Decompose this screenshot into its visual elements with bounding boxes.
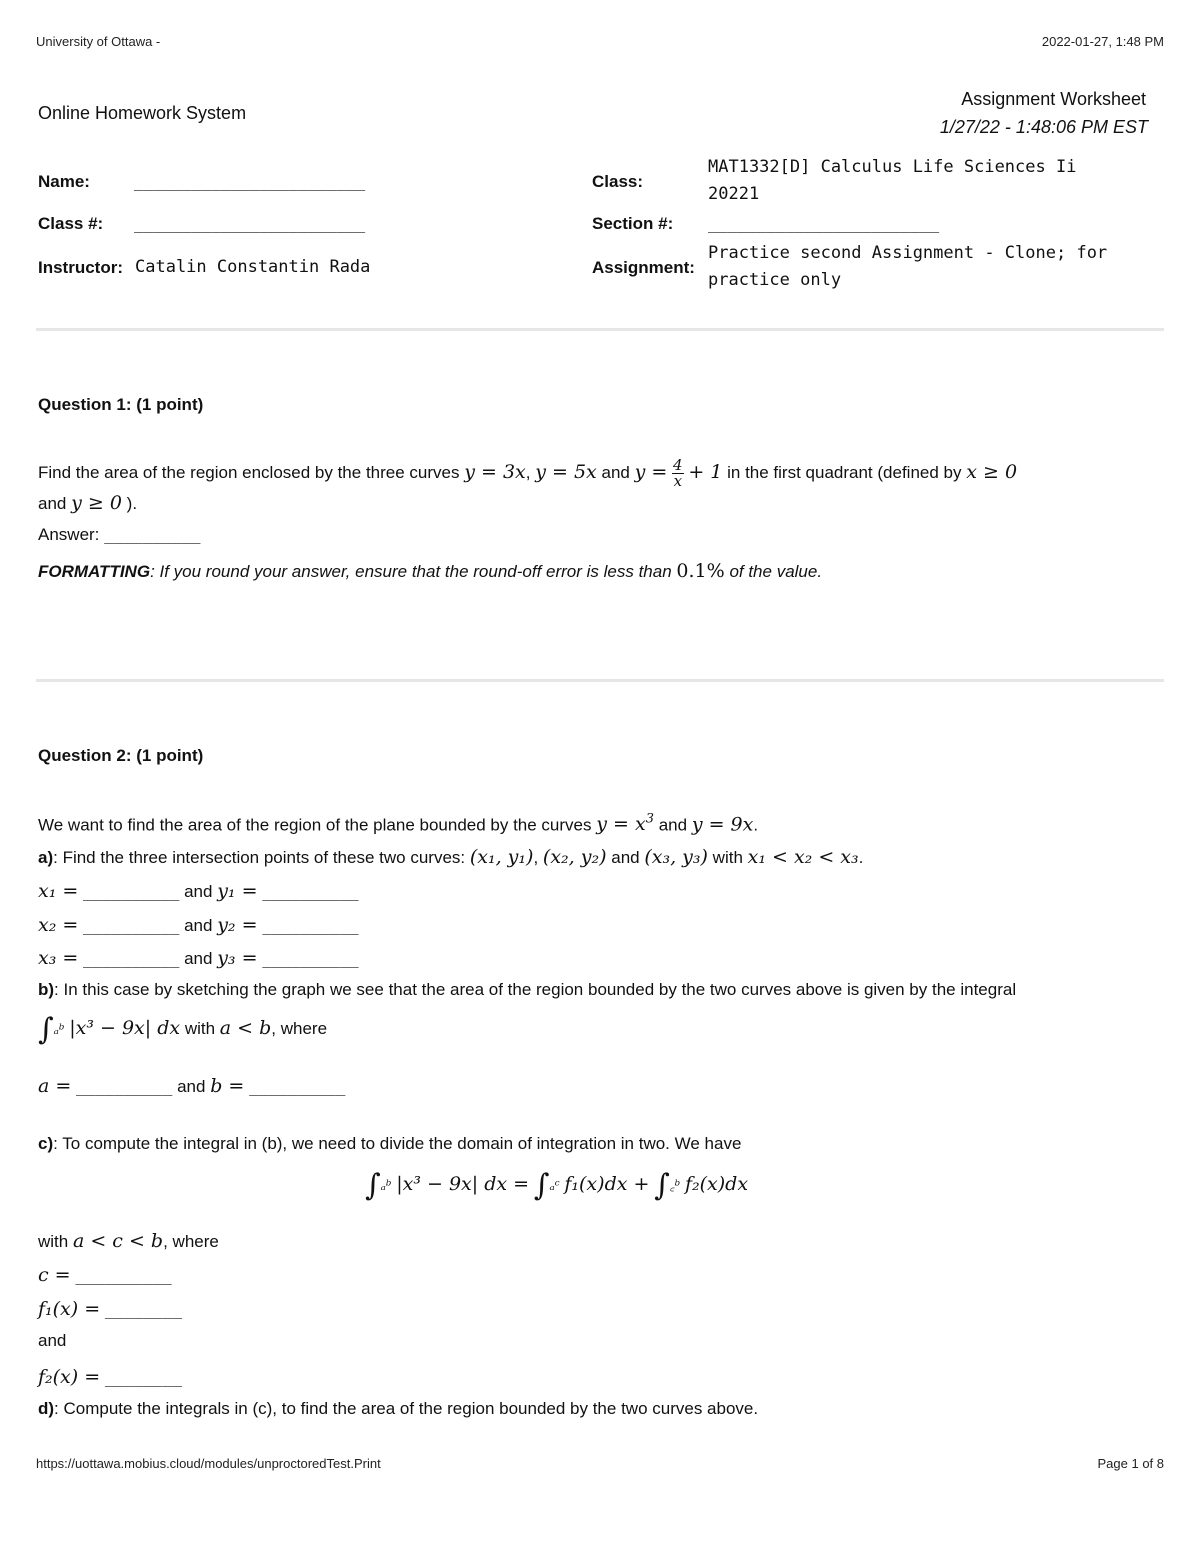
text: and: [184, 916, 213, 935]
condition-row: [38, 1230, 219, 1252]
part-label: d): [38, 1399, 55, 1418]
answer-field[interactable]: __________: [262, 882, 359, 901]
numerator: 4: [673, 456, 683, 474]
equation: f₂(x)dx: [684, 1172, 749, 1195]
assignment-value-line1: Practice second Assignment - Clone; for: [708, 243, 1108, 263]
part-label: c): [38, 1134, 54, 1153]
answer-label: Answer:: [38, 525, 100, 544]
equation: y₂ =: [217, 914, 258, 936]
part-label: a): [38, 848, 54, 867]
question-title: Question 2: (1 point): [38, 746, 204, 765]
and-text: and: [38, 1331, 67, 1350]
text: : To compute the integral in (b), we need to divide the domain of integration in two. We have: [53, 1134, 742, 1153]
text: and: [601, 462, 630, 482]
assignment-value-line2: practice only: [708, 270, 842, 290]
question-title: Question 1: (1 point): [38, 395, 204, 414]
divider: [36, 679, 1164, 682]
equation: a < c < b: [72, 1230, 164, 1252]
text: and: [38, 494, 67, 513]
text: : Compute the integrals in (c), to find the area of the region bounded by the two curves above.: [54, 1399, 759, 1418]
equation-base: y = x: [596, 813, 646, 836]
footer-url: https://uottawa.mobius.cloud/modules/unproctoredTest.Print: [36, 1456, 381, 1471]
answer-row: [38, 1298, 182, 1320]
display-equation: [365, 1168, 748, 1203]
answer-field[interactable]: __________: [249, 1077, 346, 1096]
text: We want to find the area of the region of the plane bounded by the curves: [38, 815, 592, 835]
part-d: [38, 1399, 758, 1419]
text: : In this case by sketching the graph we see that the area of the region bounded by the two curves above is given by the integral: [54, 980, 1017, 999]
text: in the first quadrant (defined by: [727, 462, 962, 482]
text: and: [184, 882, 213, 901]
answer-field[interactable]: __________: [76, 1077, 173, 1096]
equation: a < b: [219, 1016, 272, 1039]
name-field[interactable]: ________________________: [134, 172, 366, 191]
integral-row: [38, 1012, 327, 1047]
equation: x₁ < x₂ < x₃: [747, 846, 859, 868]
equation: a =: [38, 1075, 72, 1097]
equation: (x₂, y₂): [542, 846, 607, 868]
part-a: a): Find the three intersection points of these two curves: (x₁, y₁), (x₂, y₂) and (x₃, y₃) with x₁ < x₂ < x₃.: [38, 846, 864, 868]
equation: + 1: [688, 460, 723, 483]
classnum-field[interactable]: ________________________: [134, 214, 366, 233]
limits: ₐᶜ: [549, 1177, 560, 1194]
question-text: Find the area of the region enclosed by the three curves y = 3x, y = 5x and y = $\frac{4}{x}$ + 1 in the first quadrant (defined by x ≥ 0: [38, 456, 1018, 490]
question-text: [38, 492, 137, 514]
answer-row: [38, 525, 200, 545]
answer-field[interactable]: ________: [104, 1368, 182, 1387]
answer-field[interactable]: __________: [104, 525, 201, 544]
part-label: b): [38, 980, 55, 999]
text: , where: [271, 1018, 328, 1038]
answer-field[interactable]: __________: [83, 916, 180, 935]
limits: ꜀ᵇ: [669, 1177, 681, 1194]
instructor-label: Instructor:: [38, 258, 123, 277]
answer-row: [38, 880, 359, 902]
equation: (x₃, y₃): [644, 846, 708, 868]
formatting-label: FORMATTING: [38, 562, 151, 581]
equation: [596, 813, 654, 835]
assignment-label: Assignment:: [592, 258, 695, 277]
part-c: [38, 1134, 741, 1154]
integral-sign: ∫: [38, 1012, 54, 1047]
equation: y₁ =: [217, 880, 258, 902]
name-label: Name:: [38, 172, 90, 191]
integral-sign: ∫: [533, 1168, 550, 1203]
equation: f₂(x) =: [38, 1366, 101, 1388]
text: Find the area of the region enclosed by the three curves: [38, 462, 460, 482]
equation: x ≥ 0: [966, 460, 1018, 483]
text: with: [38, 1232, 69, 1251]
integral-sign: ∫: [654, 1168, 670, 1203]
text: with: [712, 848, 743, 867]
equation: y ≥ 0: [71, 492, 122, 514]
text: ).: [126, 494, 138, 513]
class-label: Class:: [592, 172, 644, 191]
instructor-value: Catalin Constantin Rada: [135, 257, 371, 277]
answer-row: [38, 1264, 172, 1286]
equation: b =: [210, 1075, 245, 1097]
classnum-label: Class #:: [38, 214, 104, 233]
answer-row: [38, 914, 359, 936]
class-value-line2: 20221: [708, 184, 760, 204]
equation: (x₁, y₁): [469, 846, 534, 868]
formatting-note: [38, 560, 822, 582]
text: of the value.: [729, 562, 823, 581]
denominator: x: [673, 472, 683, 490]
equation: |x³ − 9x| dx: [69, 1016, 181, 1039]
answer-field[interactable]: __________: [83, 882, 180, 901]
site-name: Online Homework System: [38, 103, 247, 123]
doc-type: Assignment Worksheet: [961, 89, 1146, 109]
equation: y₃ =: [217, 947, 258, 969]
class-value-line1: MAT1332[D] Calculus Life Sciences Ii: [708, 157, 1077, 177]
text: and: [658, 815, 688, 835]
answer-field[interactable]: __________: [83, 949, 180, 968]
answer-field[interactable]: __________: [75, 1266, 172, 1285]
divider: [36, 328, 1164, 331]
equation: x₃ =: [38, 947, 79, 969]
answer-field[interactable]: ________: [104, 1300, 182, 1319]
equation: y = 9x: [691, 813, 754, 836]
equation: 0.1%: [676, 560, 725, 582]
question-text: We want to find the area of the region of the plane bounded by the curves $y = x^3$ and y = 9x.: [38, 812, 759, 836]
answer-field[interactable]: __________: [262, 916, 359, 935]
part-b: [38, 980, 1016, 1000]
answer-row: [38, 947, 359, 969]
fraction: [672, 458, 684, 489]
text: and: [184, 949, 213, 968]
print-header-date: 2022-01-27, 1:48 PM: [1041, 34, 1164, 49]
equation: c =: [38, 1264, 71, 1286]
section-label: Section #:: [592, 214, 674, 233]
exponent: 3: [645, 812, 654, 827]
equation: x₂ =: [38, 914, 79, 936]
limits: ₐᵇ: [380, 1177, 392, 1194]
print-header-left: University of Ottawa -: [36, 34, 161, 49]
equation: f₁(x)dx +: [564, 1172, 650, 1195]
text: : Find the three intersection points of these two curves:: [53, 848, 466, 867]
equation: y = 5x: [535, 460, 597, 483]
equation: x₁ =: [38, 880, 79, 902]
equation: y =: [634, 460, 668, 483]
answer-field[interactable]: __________: [262, 949, 359, 968]
text: and: [611, 848, 640, 867]
equation: |x³ − 9x| dx =: [396, 1172, 530, 1195]
equation: f₁(x) =: [38, 1298, 101, 1320]
answer-row: [38, 1366, 182, 1388]
answer-row: [38, 1075, 345, 1097]
footer-page-number: Page 1 of 8: [1097, 1456, 1164, 1471]
integral-sign: ∫: [365, 1168, 381, 1203]
doc-timestamp: 1/27/22 - 1:48:06 PM EST: [939, 117, 1148, 137]
text: : If you round your answer, ensure that the round-off error is less than: [150, 562, 672, 581]
text: with: [184, 1018, 216, 1038]
limits: ₐᵇ: [53, 1021, 65, 1038]
text: , where: [163, 1232, 219, 1251]
equation: y = 3x: [464, 460, 526, 483]
section-field[interactable]: ________________________: [708, 214, 940, 233]
text: and: [177, 1077, 206, 1096]
